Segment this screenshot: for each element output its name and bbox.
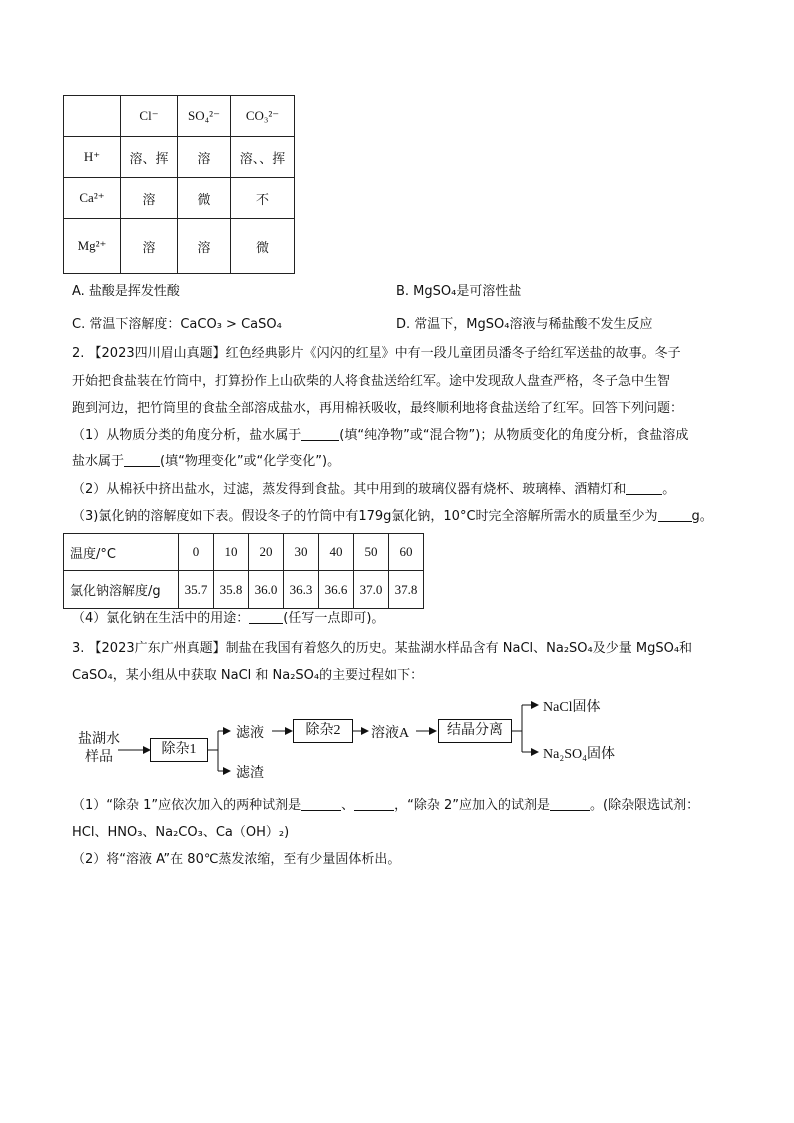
q3-part1-line1 [72,796,699,816]
flow-sample-line: 盐湖水 [78,732,120,747]
flow-box-step1: 除杂1 [150,738,208,762]
q2-stem-line2: 开始把食盐装在竹筒中，打算扮作上山砍柴的人将食盐送给红军。途中发现敌人盘查严格，冬子急中生智 [72,374,671,389]
q2-part4-text: （4）氯化钠在生活中的用途： [72,611,250,626]
flow-filtrate-label: 滤液 [236,726,264,741]
table-cell: 35.8 [214,571,249,609]
table-cell: 36.6 [319,571,354,609]
q2-part1-text: (填“纯净物”或“混合物”)；从物质变化的角度分析，食盐溶成 [339,428,689,443]
flow-residue-label: 滤渣 [236,766,264,781]
table-row-label: 氯化钠溶解度/g [64,571,179,609]
table-cell: 60 [389,534,424,571]
option-a: A. 盐酸是挥发性酸 [72,284,180,299]
table-cell: 溶 [121,219,178,274]
q3-part2: （2）将“溶液 A”在 80℃蒸发浓缩，至有少量固体析出。 [72,852,401,867]
table-cell: 微 [178,178,231,219]
q3-part1-text: 。(除杂限选试剂： [590,798,700,813]
table-cell: 不 [231,178,295,219]
q2-part3-text: （3)氯化钠的溶解度如下表。假设冬子的竹筒中有179g氯化钠，10°C时完全溶解所需水的质量至少为 [72,509,658,524]
table-header-cell: Cl⁻ [121,96,178,137]
q2-part2-text: （2）从棉袄中挤出盐水，过滤，蒸发得到食盐。其中用到的玻璃仪器有烧杯、玻璃棒、酒精灯和 [72,482,627,497]
q3-part1-text: ，“除杂 2”应加入的试剂是 [394,798,551,813]
table-cell: 0 [179,534,214,571]
q2-part1-text: 盐水属于 [72,454,125,469]
flow-solution-a-label: 溶液A [371,726,410,741]
table-row-label: H⁺ [64,137,121,178]
flow-box-step3: 结晶分离 [438,719,512,743]
table-header-cell: SO₄²⁻ [178,96,231,137]
q3-part1-text: （1）“除杂 1”应依次加入的两种试剂是 [72,798,302,813]
table-cell: 溶 [178,137,231,178]
table-cell: 36.3 [284,571,319,609]
option-b: B. MgSO₄是可溶性盐 [396,284,522,299]
table-header-cell: CO₃²⁻ [231,96,295,137]
table-cell: 溶、挥 [121,137,178,178]
q2-part1-text: (填“物理变化”或“化学变化”)。 [160,454,341,469]
q3-part1-text: 、 [341,798,355,813]
flow-box-step2: 除杂2 [293,719,353,743]
table-row-label: Ca²⁺ [64,178,121,219]
table-cell: 50 [354,534,389,571]
option-d: D. 常温下，MgSO₄溶液与稀盐酸不发生反应 [396,317,653,332]
table-cell: 40 [319,534,354,571]
table-row-label: 温度/°C [64,534,179,571]
q3-part1-line2: HCl、HNO₃、Na₂CO₃、Ca（OH）₂) [72,825,290,840]
flow-product-na2so4: Na₂SO₄固体 [543,747,615,762]
flow-sample-line: 样品 [85,750,113,765]
table-cell: 37.8 [389,571,424,609]
answer-blank[interactable] [301,796,341,811]
q2-stem-line1: 2. 【2023四川眉山真题】红色经典影片《闪闪的红星》中有一段儿童团员潘冬子给红军送盐的故事。冬子 [72,346,681,361]
q2-stem-line3: 跑到河边，把竹筒里的食盐全部溶成盐水，再用棉袄吸收，最终顺利地将食盐送给了红军。回答下列问题： [72,401,684,416]
table-cell: 37.0 [354,571,389,609]
q2-part3-text: g。 [691,509,713,524]
table-row-label: Mg²⁺ [64,219,121,274]
table-cell: 溶 [178,219,231,274]
q3-stem-line1: 3. 【2023广东广州真题】制盐在我国有着悠久的历史。某盐湖水样品含有 NaCl、Na₂SO₄及少量 MgSO₄和 [72,641,693,656]
answer-blank[interactable] [550,796,590,811]
flow-sample-label [78,731,120,767]
flow-product-nacl: NaCl固体 [543,700,601,715]
table-cell: 20 [249,534,284,571]
answer-blank[interactable] [354,796,394,811]
table-cell: 35.7 [179,571,214,609]
table-cell: 溶、、挥 [231,137,295,178]
table-cell: 10 [214,534,249,571]
q2-part1-text: （1）从物质分类的角度分析，盐水属于 [72,428,302,443]
q3-stem-line2: CaSO₄，某小组从中获取 NaCl 和 Na₂SO₄的主要过程如下： [72,668,424,683]
table-cell: 微 [231,219,295,274]
table-cell: 溶 [121,178,178,219]
q2-part4-text: (任写一点即可)。 [283,611,385,626]
option-c: C. 常温下溶解度：CaCO₃ > CaSO₄ [72,317,282,332]
q2-part2-text: 。 [662,482,676,497]
table-cell: 30 [284,534,319,571]
table-cell: 36.0 [249,571,284,609]
